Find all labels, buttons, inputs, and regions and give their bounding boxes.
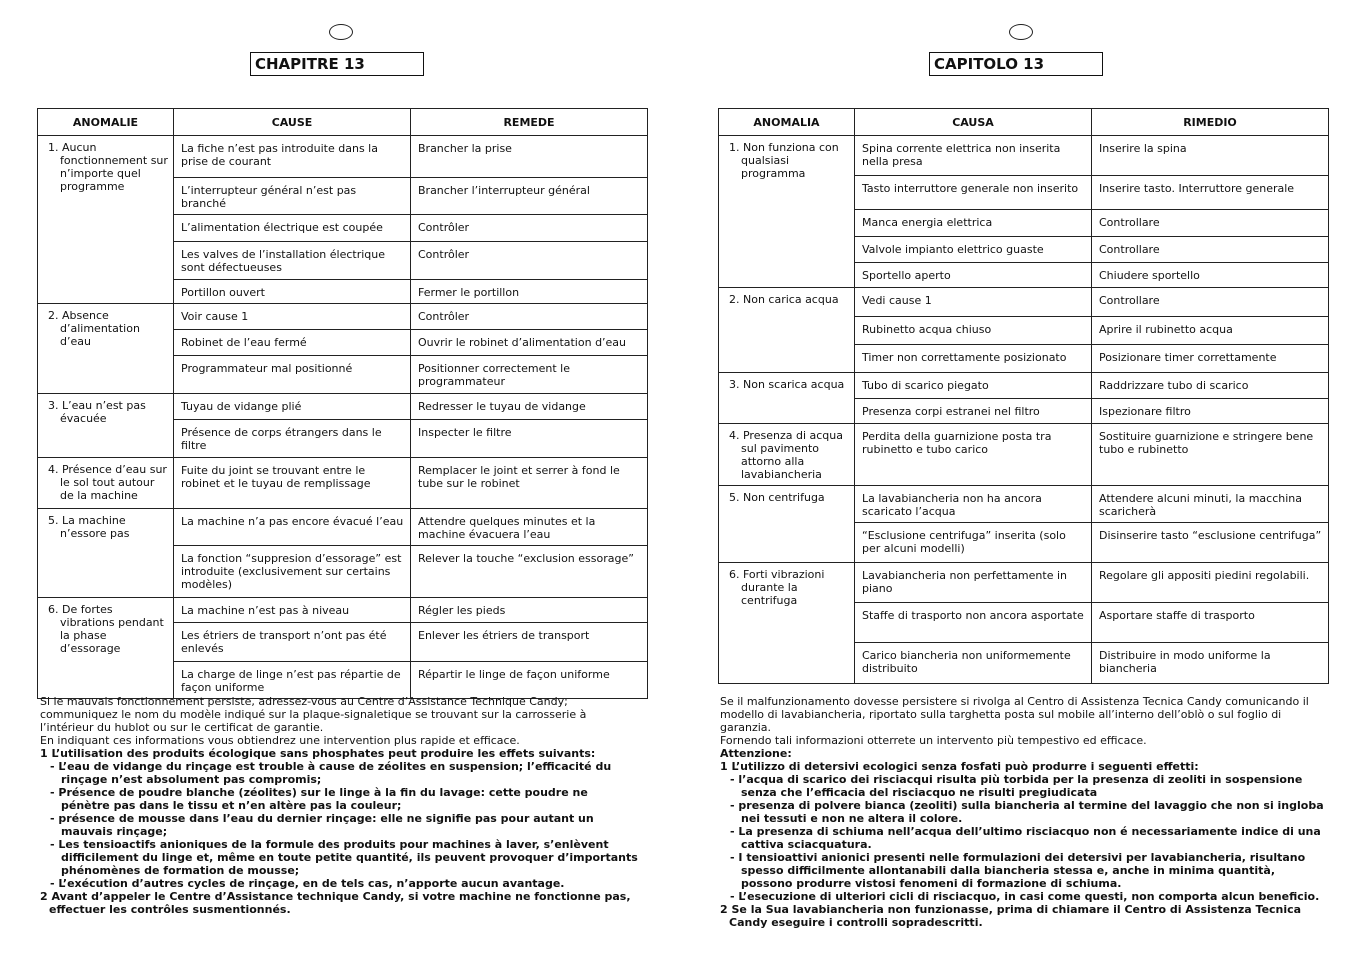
anomaly-cell: [38, 394, 174, 458]
notes-bullet-list: [720, 773, 1325, 903]
remedy-cell: Inspecter le filtre: [411, 420, 648, 458]
list-item: - I tensioattivi anionici presenti nelle formulazioni dei detersivi per lavabiancheria, risultano spesso difficilmente allontanabili dalla biancheria stessa e, anche in minima quantità, possono produrre vistosi fenomeni di formazione di schiuma.: [720, 851, 1325, 890]
notes-bullet-list: [40, 760, 640, 890]
anomaly-text: 4. Presenza di acqua sul pavimento attorno alla lavabiancheria: [729, 429, 843, 481]
cause-cell: Fuite du joint se trouvant entre le robinet et le tuyau de remplissage: [174, 458, 411, 509]
list-item: - présence de mousse dans l’eau du dernier rinçage: elle ne signifie pas pour autant un mauvais rinçage;: [40, 812, 640, 838]
anomaly-cell: [38, 598, 174, 699]
cause-cell: Rubinetto acqua chiuso: [855, 317, 1092, 345]
remedy-cell: Relever la touche “exclusion essorage”: [411, 546, 648, 598]
cause-cell: Les étriers de transport n’ont pas été enlevés: [174, 623, 411, 662]
cause-cell: L’alimentation électrique est coupée: [174, 215, 411, 242]
anomaly-text: 1. Non funziona con qualsiasi programma: [729, 141, 839, 180]
header-cause: CAUSA: [855, 109, 1092, 136]
cause-cell: La fiche n’est pas introduite dans la prise de courant: [174, 136, 411, 178]
list-item: - Les tensioactifs anioniques de la formule des produits pour machines à laver, s’enlèvent difficilement du linge et, même en toute petite quantité, ils peuvent provoquer d’importants phénomènes de formation de mousse;: [40, 838, 640, 877]
cause-cell: Vedi cause 1: [855, 288, 1092, 317]
notes-item-1: 1 L’utilizzo di detersivi ecologici senza fosfati può produrre i seguenti effetti:: [720, 760, 1199, 773]
remedy-cell: Remplacer le joint et serrer à fond le tube sur le robinet: [411, 458, 648, 509]
anomaly-cell: [38, 458, 174, 509]
remedy-cell: Raddrizzare tubo di scarico: [1092, 373, 1329, 399]
cause-cell: Spina corrente elettrica non inserita nella presa: [855, 136, 1092, 176]
table-row: [719, 373, 1329, 399]
table-body: [719, 136, 1329, 684]
cause-cell: La machine n’est pas à niveau: [174, 598, 411, 623]
table-row: [719, 486, 1329, 523]
remedy-cell: Attendre quelques minutes et la machine évacuera l’eau: [411, 509, 648, 546]
cause-cell: “Esclusione centrifuga” inserita (solo per alcuni modelli): [855, 523, 1092, 563]
page-italian: [680, 0, 1351, 954]
table-row: [719, 288, 1329, 317]
cause-cell: Tuyau de vidange plié: [174, 394, 411, 420]
remedy-cell: Régler les pieds: [411, 598, 648, 623]
header-anomaly: ANOMALIE: [38, 109, 174, 136]
notes-section: [40, 695, 640, 916]
table-row: [719, 563, 1329, 603]
cause-cell: Les valves de l’installation électrique sont défectueuses: [174, 242, 411, 280]
header-anomaly: ANOMALIA: [719, 109, 855, 136]
notes-paragraph-1: Si le mauvais fonctionnement persiste, adressez-vous au Centre d’Assistance Technique Candy; communiquez le nom du modèle indiqué sur la plaque-signaletique se trouvant sur la carrosserie à l’intérieur du hublot ou sur le certificat de garantie.: [40, 695, 587, 734]
cause-cell: Sportello aperto: [855, 263, 1092, 288]
table-row: [38, 458, 648, 509]
cause-cell: La charge de linge n’est pas répartie de façon uniforme: [174, 662, 411, 699]
anomaly-cell: [38, 136, 174, 304]
table-header-row: [38, 109, 648, 136]
remedy-cell: Inserire tasto. Interruttore generale: [1092, 176, 1329, 210]
anomaly-text: 2. Absence d’alimentation d’eau: [48, 309, 140, 348]
table-header-row: [719, 109, 1329, 136]
cause-cell: Portillon ouvert: [174, 280, 411, 304]
anomaly-text: 4. Présence d’eau sur le sol tout autour de la machine: [48, 463, 167, 502]
table-row: [38, 598, 648, 623]
notes-item-2: 2 Se la Sua lavabiancheria non funzionasse, prima di chiamare il Centro di Assistenza Tecnica Candy eseguire i controlli sopradescritti.: [720, 903, 1302, 929]
page-french: [0, 0, 675, 954]
list-item: - L’esecuzione di ulteriori cicli di risciacquo, in casi come questi, non comporta alcun beneficio.: [720, 890, 1325, 903]
anomaly-cell: [38, 509, 174, 598]
chapter-title: CAPITOLO 13: [929, 52, 1103, 76]
remedy-cell: Contrôler: [411, 215, 648, 242]
remedy-cell: Posizionare timer correttamente: [1092, 345, 1329, 373]
cause-cell: Staffe di trasporto non ancora asportate: [855, 603, 1092, 643]
anomaly-text: 2. Non carica acqua: [729, 293, 839, 306]
remedy-cell: Redresser le tuyau de vidange: [411, 394, 648, 420]
remedy-cell: Contrôler: [411, 242, 648, 280]
remedy-cell: Regolare gli appositi piedini regolabili.: [1092, 563, 1329, 603]
cause-cell: Programmateur mal positionné: [174, 356, 411, 394]
remedy-cell: Distribuire in modo uniforme la biancheria: [1092, 643, 1329, 684]
cause-cell: Valvole impianto elettrico guaste: [855, 237, 1092, 263]
remedy-cell: Contrôler: [411, 304, 648, 330]
anomaly-cell: [719, 136, 855, 288]
cause-cell: Tasto interruttore generale non inserito: [855, 176, 1092, 210]
anomaly-text: 1. Aucun fonctionnement sur n’importe quel programme: [48, 141, 168, 193]
table-row: [719, 424, 1329, 486]
anomaly-cell: [719, 373, 855, 424]
remedy-cell: Aprire il rubinetto acqua: [1092, 317, 1329, 345]
notes-paragraph-2: Fornendo tali informazioni otterrete un intervento più tempestivo ed efficace.: [720, 734, 1147, 747]
table-row: [38, 394, 648, 420]
anomaly-cell: [719, 486, 855, 563]
troubleshooting-table: [718, 108, 1329, 684]
table-row: [38, 304, 648, 330]
list-item: - presenza di polvere bianca (zeoliti) sulla biancheria al termine del lavaggio che non si ingloba nei tessuti e non ne altera il colore.: [720, 799, 1325, 825]
list-item: - Présence de poudre blanche (zéolites) sur le linge à la fin du lavage: cette poudre ne pénètre pas dans le tissu et n’en altère pas la couleur;: [40, 786, 640, 812]
remedy-cell: Asportare staffe di trasporto: [1092, 603, 1329, 643]
table-body: [38, 136, 648, 699]
notes-item-1: 1 L’utilisation des produits écologique sans phosphates peut produire les effets suivants:: [40, 747, 596, 760]
cause-cell: La lavabiancheria non ha ancora scaricato l’acqua: [855, 486, 1092, 523]
anomaly-cell: [38, 304, 174, 394]
notes-item-2: 2 Avant d’appeler le Centre d’Assistance technique Candy, si votre machine ne fonctionne pas, effectuer les contrôles susmentionnés.: [40, 890, 631, 916]
remedy-cell: Sostituire guarnizione e stringere bene tubo e rubinetto: [1092, 424, 1329, 486]
anomaly-text: 3. Non scarica acqua: [729, 378, 845, 391]
anomaly-text: 5. La machine n’essore pas: [48, 514, 130, 540]
cause-cell: Manca energia elettrica: [855, 210, 1092, 237]
remedy-cell: Inserire la spina: [1092, 136, 1329, 176]
list-item: - La presenza di schiuma nell’acqua dell’ultimo risciacquo non é necessariamente indice di una cattiva sciacquatura.: [720, 825, 1325, 851]
header-cause: CAUSE: [174, 109, 411, 136]
anomaly-text: 5. Non centrifuga: [729, 491, 825, 504]
remedy-cell: Controllare: [1092, 210, 1329, 237]
notes-paragraph-1: Se il malfunzionamento dovesse persistere si rivolga al Centro di Assistenza Tecnica Candy comunicando il modello di lavabiancheria, riportato sulla targhetta posta sul mobile all’interno dell’oblò o sul foglio di garanzia.: [720, 695, 1309, 734]
troubleshooting-table: [37, 108, 648, 699]
remedy-cell: Chiudere sportello: [1092, 263, 1329, 288]
language-badge-oval: [1009, 24, 1033, 40]
remedy-cell: Fermer le portillon: [411, 280, 648, 304]
cause-cell: L’interrupteur général n’est pas branché: [174, 178, 411, 215]
table-row: [719, 136, 1329, 176]
anomaly-cell: [719, 563, 855, 684]
list-item: - L’exécution d’autres cycles de rinçage, en de tels cas, n’apporte aucun avantage.: [40, 877, 640, 890]
list-item: - l’acqua di scarico dei risciacqui risulta più torbida per la presenza di zeoliti in sospensione senza che l’efficacia del risciacquo ne risulti pregiudicata: [720, 773, 1325, 799]
notes-paragraph-2: En indiquant ces informations vous obtiendrez une intervention plus rapide et efficace.: [40, 734, 520, 747]
cause-cell: Carico biancheria non uniformemente distribuito: [855, 643, 1092, 684]
anomaly-text: 6. De fortes vibrations pendant la phase d’essorage: [48, 603, 164, 655]
notes-attention: Attenzione:: [720, 747, 792, 760]
cause-cell: Lavabiancheria non perfettamente in piano: [855, 563, 1092, 603]
notes-section: [720, 695, 1325, 929]
header-remedy: RIMEDIO: [1092, 109, 1329, 136]
anomaly-text: 3. L’eau n’est pas évacuée: [48, 399, 146, 425]
cause-cell: Perdita della guarnizione posta tra rubinetto e tubo carico: [855, 424, 1092, 486]
remedy-cell: Répartir le linge de façon uniforme: [411, 662, 648, 699]
anomaly-text: 6. Forti vibrazioni durante la centrifuga: [729, 568, 825, 607]
remedy-cell: Attendere alcuni minuti, la macchina scaricherà: [1092, 486, 1329, 523]
cause-cell: La fonction “suppresion d’essorage” est introduite (exclusivement sur certains modèles): [174, 546, 411, 598]
table-row: [38, 136, 648, 178]
cause-cell: La machine n’a pas encore évacué l’eau: [174, 509, 411, 546]
cause-cell: Robinet de l’eau fermé: [174, 330, 411, 356]
chapter-title: CHAPITRE 13: [250, 52, 424, 76]
remedy-cell: Enlever les étriers de transport: [411, 623, 648, 662]
cause-cell: Présence de corps étrangers dans le filtre: [174, 420, 411, 458]
cause-cell: Tubo di scarico piegato: [855, 373, 1092, 399]
remedy-cell: Brancher l’interrupteur général: [411, 178, 648, 215]
anomaly-cell: [719, 288, 855, 373]
remedy-cell: Ispezionare filtro: [1092, 399, 1329, 424]
cause-cell: Voir cause 1: [174, 304, 411, 330]
remedy-cell: Controllare: [1092, 288, 1329, 317]
language-badge-oval: [329, 24, 353, 40]
table-row: [38, 509, 648, 546]
remedy-cell: Ouvrir le robinet d’alimentation d’eau: [411, 330, 648, 356]
anomaly-cell: [719, 424, 855, 486]
remedy-cell: Disinserire tasto “esclusione centrifuga”: [1092, 523, 1329, 563]
remedy-cell: Brancher la prise: [411, 136, 648, 178]
list-item: - L’eau de vidange du rinçage est trouble à cause de zéolites en suspension; l’efficacité du rinçage n’est absolument pas compromis;: [40, 760, 640, 786]
header-remedy: REMEDE: [411, 109, 648, 136]
remedy-cell: Controllare: [1092, 237, 1329, 263]
cause-cell: Presenza corpi estranei nel filtro: [855, 399, 1092, 424]
remedy-cell: Positionner correctement le programmateur: [411, 356, 648, 394]
cause-cell: Timer non correttamente posizionato: [855, 345, 1092, 373]
